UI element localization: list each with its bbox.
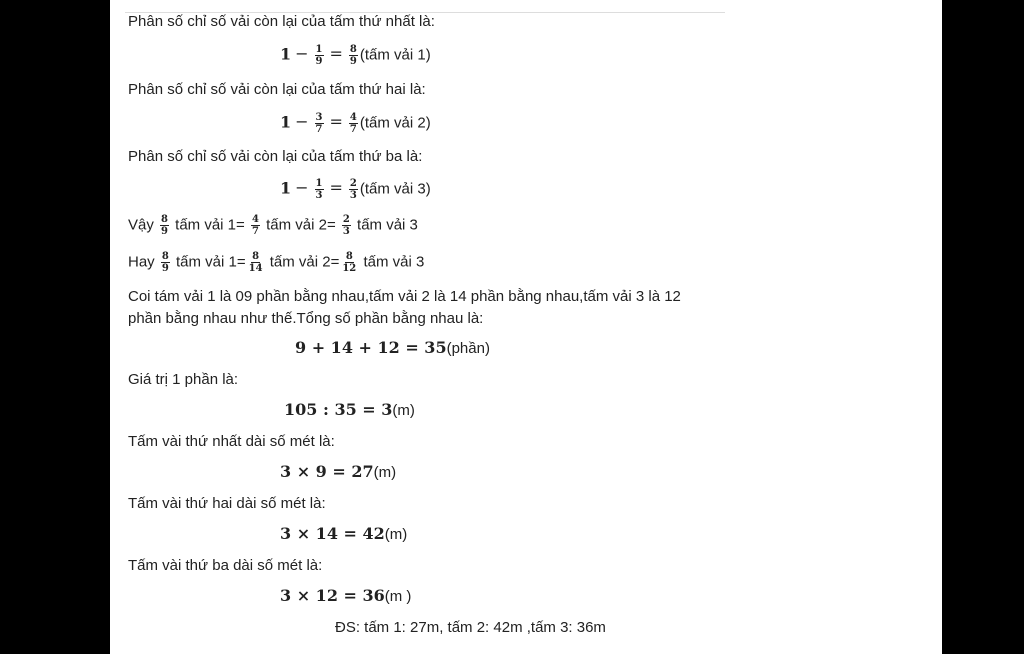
equation-m3: 3 × 12 = 36(m ) xyxy=(280,586,412,605)
equation-division: 105 : 35 = 3(m) xyxy=(284,400,415,419)
text-line: Tấm vài thứ nhất dài số mét là: xyxy=(128,433,335,450)
equation-sum: 9 + 14 + 12 = 35(phần) xyxy=(295,338,490,357)
text-line: Tấm vài thứ ba dài số mét là: xyxy=(128,557,323,574)
text-line: Tấm vài thứ hai dài số mét là: xyxy=(128,495,326,512)
equation-1: 1 − $\frac{1}{9}$ = $\frac{8}{9}$ (tấm vải 1) xyxy=(280,44,431,67)
equation-3: 1 − $\frac{1}{3}$ = $\frac{2}{3}$ (tấm vải 3) xyxy=(280,178,431,201)
paragraph: Coi tám vải 1 là 09 phần bằng nhau,tấm vải 2 là 14 phần bằng nhau,tấm vải 3 là 12 phần bằng nhau như thế.Tổng số phần bằng nhau là: xyxy=(128,288,681,327)
equation-m2: 3 × 14 = 42(m) xyxy=(280,524,408,543)
text-line: Phân số chỉ số vải còn lại của tấm thứ hai là: xyxy=(128,81,426,98)
final-answer: ĐS: tấm 1: 27m, tấm 2: 42m ,tấm 3: 36m xyxy=(335,619,606,636)
equality-line-vay: Vậy $\frac{8}{9}$ tấm vải 1= $\frac{4}{7}$ tấm vải 2= $\frac{2}{3}$ tấm vải 3 xyxy=(128,214,418,237)
equality-line-hay: Hay $\frac{8}{9}$ tấm vải 1= $\frac{8}{14}$ tấm vải 2= $\frac{8}{12}$ tấm vải 3 xyxy=(128,251,425,274)
text-line: Giá trị 1 phần là: xyxy=(128,371,239,388)
equation-m1: 3 × 9 = 27(m) xyxy=(280,462,397,481)
equation-2: 1 − $\frac{3}{7}$ = $\frac{4}{7}$ (tấm vải 2) xyxy=(280,112,431,135)
text-line: Phân số chỉ số vải còn lại của tấm thứ nhất là: xyxy=(128,13,435,30)
text-line: Phân số chỉ số vải còn lại của tấm thứ ba là: xyxy=(128,148,423,165)
